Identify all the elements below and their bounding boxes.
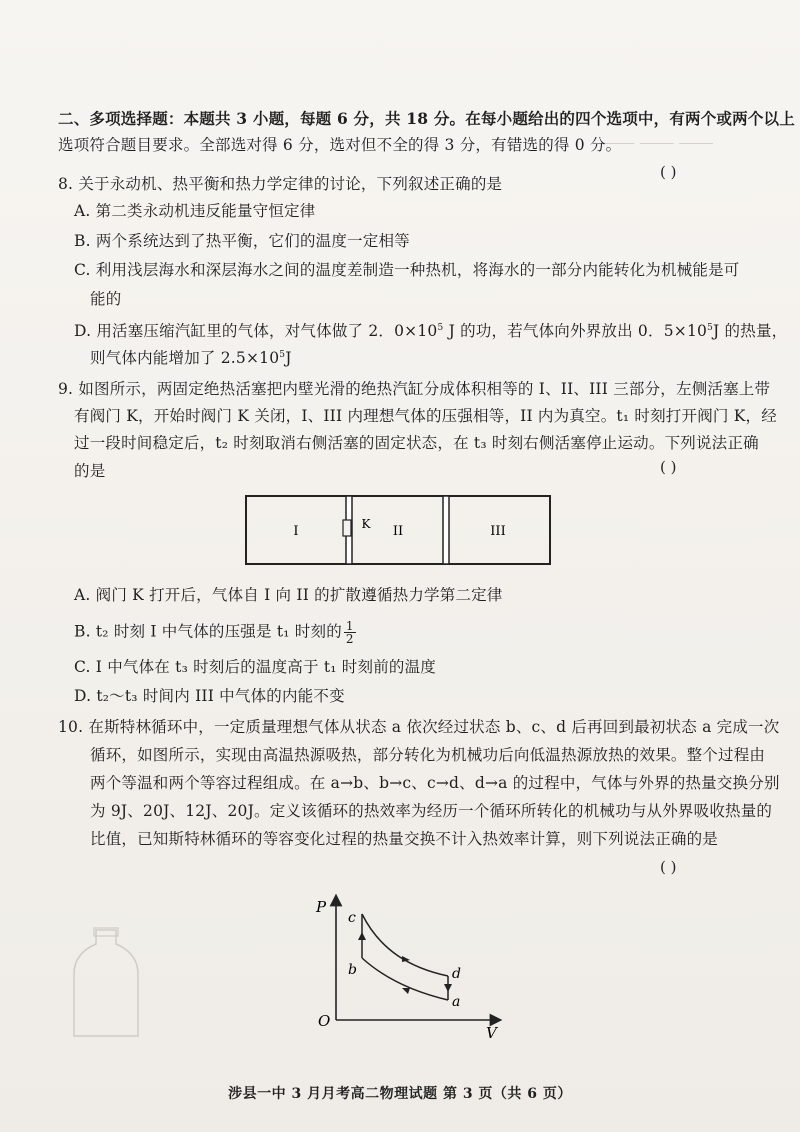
q8-option-d-line2 <box>90 344 292 369</box>
bottle-sketch-icon <box>68 926 148 1046</box>
arrow-a-to-b <box>402 988 410 994</box>
q9-stem-line2: 有阀门 K，开始时阀门 K 关闭，I、III 内理想气体的压强相等，II 内为真空。t₁ 时刻打开阀门 K，经 <box>74 407 777 425</box>
q8-d-exp-2: 5 <box>707 323 714 333</box>
right-piston <box>443 496 449 564</box>
q8-option-a: A. 第二类永动机违反能量守恒定律 <box>74 202 316 220</box>
q8-option-d-line1 <box>74 317 787 342</box>
state-c-label: c <box>348 910 356 926</box>
q9-option-c: C. I 中气体在 t₃ 时刻后的温度高于 t₁ 时刻前的温度 <box>74 658 437 676</box>
valve-k-shape <box>343 520 351 536</box>
pv-diagram <box>310 892 510 1040</box>
q8-option-c-line2: 能的 <box>90 290 122 308</box>
q8-d-text-2: J 的功，若气体向外界放出 0．5×10 <box>443 322 708 341</box>
q10-stem-line4: 为 9J、20J、12J、20J。定义该循环的热效率为经历一个循环所转化的机械功与从外界吸收热量的 <box>90 802 773 820</box>
q10-stem-line5: 比值，已知斯特林循环的等容变化过程的热量交换不计入热效率计算，则下列说法正确的是 <box>90 830 719 848</box>
valve-k-label: K <box>361 517 371 531</box>
one-half-fraction <box>344 620 356 645</box>
q8-d-text-4: 则气体内能增加了 2.5×10 <box>90 349 280 368</box>
q10-answer-paren: ( ) <box>660 858 677 876</box>
state-a-label: a <box>452 994 461 1010</box>
ab-isotherm <box>362 958 448 1000</box>
q9-b-text: B. t₂ 时刻 I 中气体的压强是 t₁ 时刻的 <box>74 622 342 641</box>
arrow-b-to-c <box>358 932 366 940</box>
state-d-label: d <box>452 966 461 982</box>
state-b-label: b <box>348 962 357 978</box>
fraction-numerator: 1 <box>345 619 354 633</box>
q8-d-exp-3: 5 <box>279 350 286 360</box>
arrow-d-to-a <box>444 984 452 992</box>
origin-label: O <box>318 1012 331 1030</box>
q8-d-exp-1: 5 <box>437 323 444 333</box>
q8-answer-paren: ( ) <box>660 163 677 181</box>
q10-stem-line3: 两个等温和两个等容过程组成。在 a→b、b→c、c→d、d→a 的过程中，气体与外界的热量交换分别 <box>90 774 780 792</box>
q9-stem-line3: 过一段时间稳定后，t₂ 时刻取消右侧活塞的固定状态，在 t₃ 时刻右侧活塞停止运动。下列说法正确 <box>74 434 759 452</box>
cd-isotherm <box>362 914 448 976</box>
v-axis-label: V <box>486 1024 497 1040</box>
q9-option-b <box>74 620 358 645</box>
p-axis-label: P <box>316 898 327 916</box>
q9-answer-paren: ( ) <box>660 458 677 476</box>
q9-stem-line1: 9. 如图所示，两固定绝热活塞把内壁光滑的绝热汽缸分成体积相等的 I、II、III 三部分，左侧活塞上带 <box>58 380 771 398</box>
q8-option-b: B. 两个系统达到了热平衡，它们的温度一定相等 <box>74 232 410 250</box>
bleed-through-text: ⸻ ⸻ ⸻ <box>600 135 714 151</box>
page-footer: 涉县一中 3 月月考高二物理试题 第 3 页（共 6 页） <box>228 1086 572 1102</box>
chamber-iii-label: III <box>490 524 506 539</box>
chamber-ii-label: II <box>392 524 404 539</box>
q10-stem-line2: 循环，如图所示，实现由高温热源吸热，部分转化为机械功后向低温热源放热的效果。整个过程由 <box>90 746 766 764</box>
q10-stem-line1: 10. 在斯特林循环中，一定质量理想气体从状态 a 依次经过状态 b、c、d 后再回到最初状态 a 完成一次 <box>58 718 780 736</box>
q9-option-a: A. 阀门 K 打开后，气体自 I 向 II 的扩散遵循热力学第二定律 <box>74 586 503 604</box>
q8-d-text-5: J <box>285 349 292 368</box>
section-header-line1: 二、多项选择题：本题共 3 小题，每题 6 分，共 18 分。在每小题给出的四个选项中，有两个或两个以上 <box>58 109 795 128</box>
section-header-line2: 选项符合题目要求。全部选对得 6 分，选对但不全的得 3 分，有错选的得 0 分。 <box>58 136 622 154</box>
q8-d-text-3: J 的热量， <box>713 322 788 341</box>
chamber-i-label: I <box>293 524 299 539</box>
q9-option-d: D. t₂～t₃ 时间内 III 中气体的内能不变 <box>74 687 345 705</box>
q8-option-c-line1: C. 利用浅层海水和深层海水之间的温度差制造一种热机，将海水的一部分内能转化为机械能是可 <box>74 261 740 279</box>
q8-d-text-1: D. 用活塞压缩汽缸里的气体，对气体做了 2．0×10 <box>74 322 438 341</box>
q8-stem: 8. 关于永动机、热平衡和热力学定律的讨论，下列叙述正确的是 <box>58 175 503 193</box>
fraction-denominator: 2 <box>345 632 354 646</box>
q9-stem-line4: 的是 <box>74 462 106 480</box>
cylinder-diagram <box>240 490 556 570</box>
